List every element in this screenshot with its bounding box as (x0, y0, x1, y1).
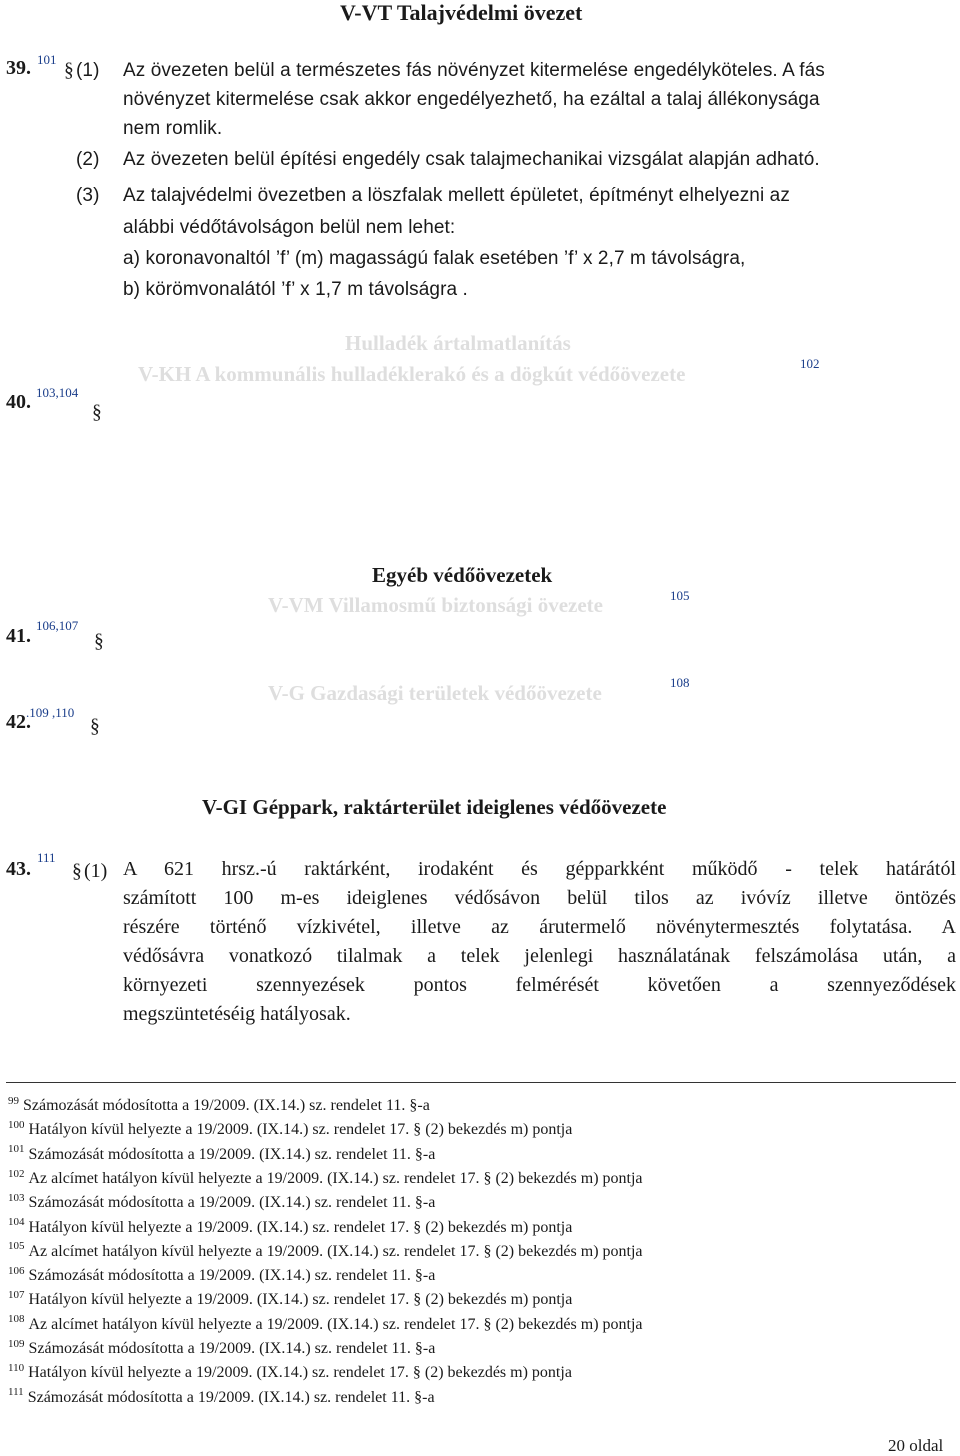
footnote-number: 105 (8, 1240, 25, 1253)
page-number: 20 oldal (888, 1436, 944, 1455)
s43-line-1: A 621 hrsz.-ú raktárként, irodaként és gépparkként működő - telek határától (123, 858, 956, 880)
s43-p1-label: (1) (84, 860, 108, 882)
s39-p3-line-4: b) körömvonalától ’f’ x 1,7 m távolságra . (123, 279, 468, 300)
footnote-number: 101 (8, 1143, 25, 1156)
gi-title: V-GI Géppark, raktárterület ideiglenes védőövezete (202, 795, 667, 819)
footnote-110 (8, 1361, 572, 1385)
footnote-111 (8, 1386, 435, 1410)
faded-waste-title: Hulladék ártalmatlanítás (345, 331, 571, 355)
s39-p3-line-1: Az talajvédelmi övezetben a löszfalak mellett épületet, építményt elhelyezni az (123, 185, 790, 206)
s39-p3-line-2: alábbi védőtávolságon belül nem lehet: (123, 217, 456, 238)
s39-p1-line-2: növényzet kitermelése csak akkor engedélyezhető, ha ezáltal a talaj állékonysága (123, 89, 820, 110)
vm-footnote-ref[interactable]: 105 (670, 588, 690, 603)
footnote-text: Az alcímet hatályon kívül helyezte a 19/2009. (IX.14.) sz. rendelet 17. § (2) bekezdés m) pontja (28, 1169, 643, 1187)
footnote-text: Számozását módosította a 19/2009. (IX.14.) sz. rendelet 11. §-a (28, 1194, 436, 1212)
footnote-text: Az alcímet hatályon kívül helyezte a 19/2009. (IX.14.) sz. rendelet 17. § (2) bekezdés m) pontja (28, 1242, 643, 1260)
s43-line-2: számított 100 m-es ideiglenes védősávon belül tilos az ivóvíz illetve öntözés (123, 887, 956, 909)
s39-p1-line-3: nem romlik. (123, 118, 223, 139)
section-39-number: 39. (6, 57, 31, 79)
faded-g-title: V-G Gazdasági területek védőövezete (268, 681, 602, 705)
s43-line-3: részére történő vízkivétel, illetve az árutermelő növénytermesztés folytatása. A (123, 916, 956, 938)
footnote-104 (8, 1216, 572, 1240)
s39-p2-text: Az övezeten belül építési engedély csak talajmechanikai vizsgálat alapján adható. (123, 149, 820, 170)
footnote-separator (6, 1082, 956, 1083)
footnote-text: Számozását módosította a 19/2009. (IX.14.) sz. rendelet 11. §-a (28, 1267, 436, 1285)
footnote-108 (8, 1313, 643, 1337)
footnote-109 (8, 1337, 435, 1361)
footnote-105 (8, 1240, 643, 1264)
s43-line-4: védősávra vonatkozó tilalmak a telek jelenlegi használatának felszámolása után, a (123, 945, 956, 967)
section-43-footnote-ref[interactable]: 111 (37, 850, 56, 865)
footnote-number: 110 (8, 1361, 25, 1374)
section-41-footnote-ref[interactable]: 106,107 (36, 618, 79, 633)
section-42-para-mark: § (90, 716, 100, 737)
footnote-number: 99 (8, 1094, 19, 1107)
s43-paragraph (123, 855, 956, 1029)
footnote-number: 107 (8, 1289, 25, 1302)
footnote-text: Számozását módosította a 19/2009. (IX.14.) sz. rendelet 11. §-a (27, 1388, 435, 1406)
faded-vm-title: V-VM Villamosmű biztonsági övezete (268, 593, 603, 617)
footnote-101 (8, 1143, 435, 1167)
footnote-100 (8, 1118, 572, 1142)
section-40-footnote-ref[interactable]: 103,104 (36, 385, 79, 400)
section-40-para-mark: § (92, 402, 102, 423)
section-41-para-mark: § (94, 631, 104, 652)
section-43-para-mark: § (72, 861, 82, 882)
section-41-number: 41. (6, 625, 31, 647)
footnote-number: 100 (8, 1118, 25, 1131)
footnote-number: 102 (8, 1167, 25, 1180)
footnote-number: 103 (8, 1191, 25, 1204)
section-40-number: 40. (6, 391, 31, 413)
footnote-102 (8, 1167, 643, 1191)
s39-p1-line-1: Az övezeten belül a természetes fás növényzet kitermelése engedélyköteles. A fás (123, 60, 825, 81)
section-42-footnote-ref[interactable]: .109 ,110 (26, 705, 75, 720)
s39-p3-line-3: a) koronavonaltól ’f’ (m) magasságú falak esetében ’f’ x 2,7 m távolságra, (123, 248, 746, 269)
footnote-text: Hatályon kívül helyezte a 19/2009. (IX.14.) sz. rendelet 17. § (2) bekezdés m) pontja (28, 1364, 572, 1382)
faded-kh-title: V-KH A kommunális hulladéklerakó és a dögkút védőövezete (138, 362, 686, 386)
footnote-text: Számozását módosította a 19/2009. (IX.14.) sz. rendelet 11. §-a (23, 1097, 430, 1114)
footnote-103 (8, 1191, 435, 1215)
s39-p2-label: (2) (76, 149, 100, 170)
g-footnote-ref[interactable]: 108 (670, 675, 690, 690)
footnote-number: 104 (8, 1216, 25, 1229)
s39-p1-label: (1) (76, 60, 100, 81)
footnote-text: Számozását módosította a 19/2009. (IX.14.) sz. rendelet 11. §-a (28, 1340, 436, 1357)
footnote-number: 109 (8, 1337, 25, 1350)
footnote-number: 106 (8, 1264, 25, 1277)
section-39-para-mark: § (64, 60, 74, 81)
footnote-107 (8, 1288, 572, 1312)
footnote-text: Az alcímet hatályon kívül helyezte a 19/2009. (IX.14.) sz. rendelet 17. § (2) bekezdés m) pontja (28, 1315, 643, 1333)
footnote-number: 108 (8, 1313, 25, 1326)
section-39-footnote-ref[interactable]: 101 (37, 52, 57, 67)
section-42-number: 42. (6, 711, 31, 733)
footnote-text: Hatályon kívül helyezte a 19/2009. (IX.14.) sz. rendelet 17. § (2) bekezdés m) pontja (28, 1291, 573, 1309)
s39-p3-label: (3) (76, 185, 100, 206)
footnote-number: 111 (8, 1386, 24, 1399)
section-43-number: 43. (6, 858, 31, 880)
footnote-text: Hatályon kívül helyezte a 19/2009. (IX.14.) sz. rendelet 17. § (2) bekezdés m) pontja (28, 1218, 573, 1236)
kh-footnote-ref[interactable]: 102 (800, 356, 820, 371)
s43-line-6: megszüntetéséig hatályosak. (123, 1003, 351, 1025)
footnote-text: Hatályon kívül helyezte a 19/2009. (IX.14.) sz. rendelet 17. § (2) bekezdés m) pontja (28, 1121, 573, 1139)
footnote-text: Számozását módosította a 19/2009. (IX.14.) sz. rendelet 11. §-a (28, 1145, 436, 1163)
zone-title: V-VT Talajvédelmi övezet (340, 0, 583, 25)
other-zones-title: Egyéb védőövezetek (372, 563, 553, 587)
footnote-106 (8, 1264, 435, 1288)
footnote-99 (8, 1094, 430, 1118)
s43-line-5: környezeti szennyezések pontos felmérését követően a szennyeződések (123, 974, 956, 996)
